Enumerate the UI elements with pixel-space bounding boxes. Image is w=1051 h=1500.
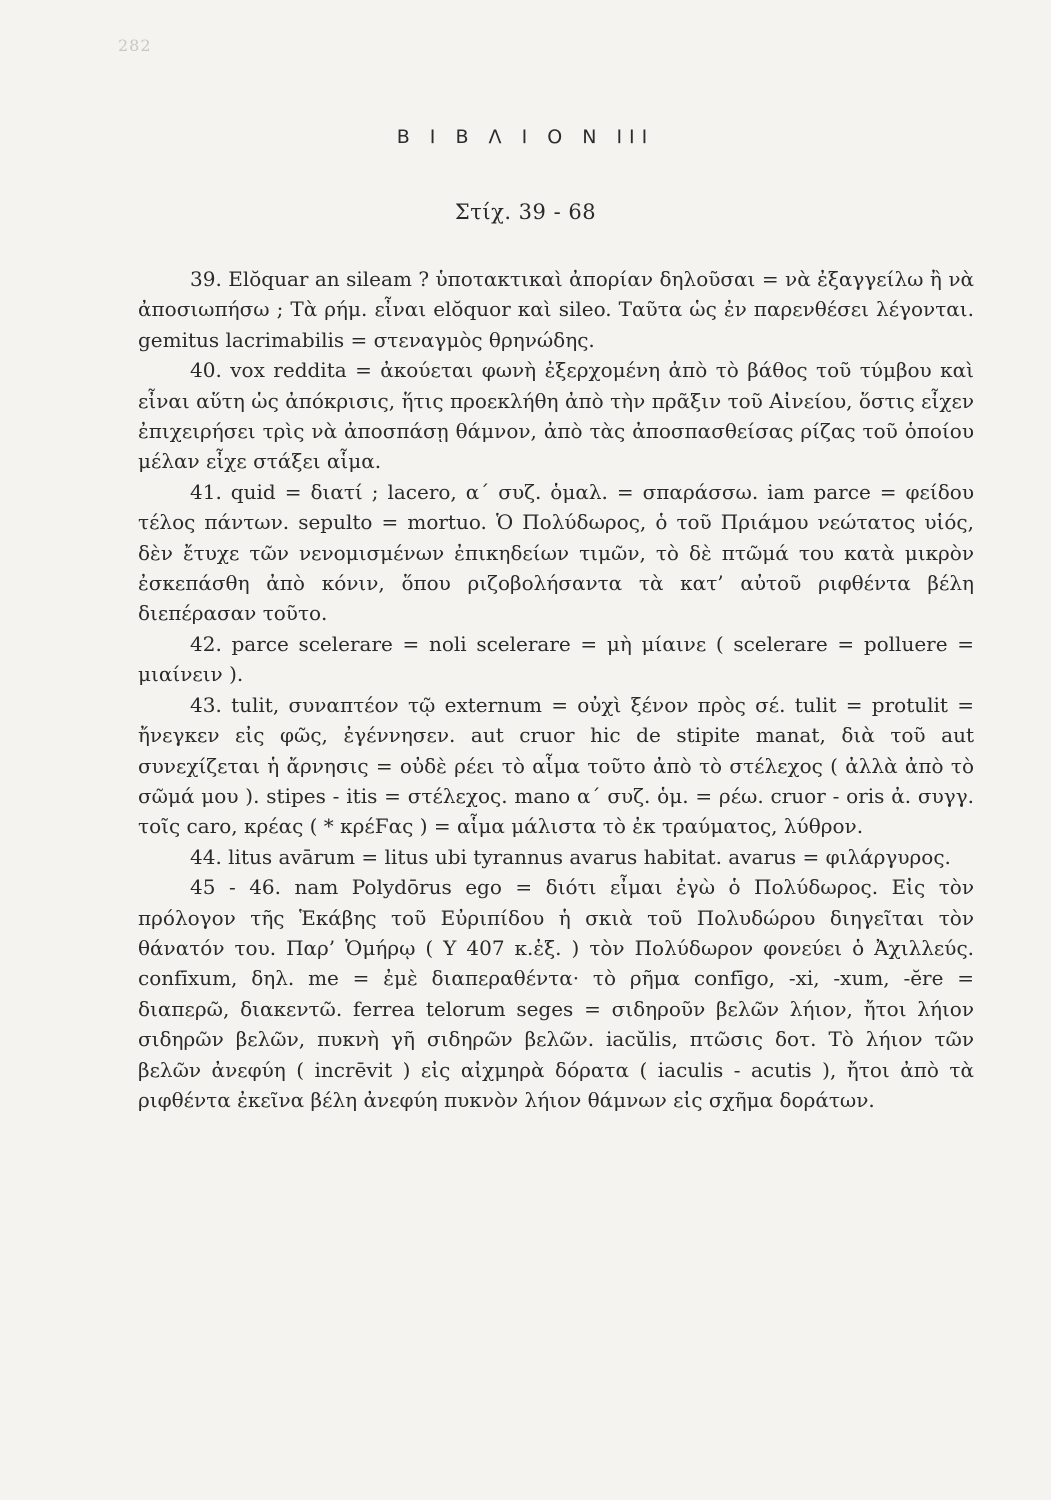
page-number: 282 — [118, 36, 152, 55]
note-40: 40. vox reddita = ἀκούεται φωνὴ ἐξερχομένη ἀπὸ τὸ βάθος τοῦ τύμβου καὶ εἶναι αὕτη ὡς ἀπόκρισις, ἥτις προεκλήθη ἀπὸ τὴν πρᾶξιν τοῦ Αἰνείου, ὅστις εἶχεν ἐπιχειρήσει τρὶς νὰ ἀποσπάσῃ θάμνον, ἀπὸ τὰς ἀποσπασθείσας ρίζας τοῦ ὁποίου μέλαν εἶχε στάξει αἷμα. — [138, 358, 974, 474]
commentary-body — [138, 264, 974, 1115]
note-41: 41. quid = διατί ; lacero, α΄ συζ. ὁμαλ. = σπαράσσω. iam parce = φείδου τέλος πάντων. sepulto = mortuo. Ὁ Πολύδωρος, ὁ τοῦ Πριάμου νεώτατος υἱός, δὲν ἔτυχε τῶν νενομισμένων ἐπικηδείων τιμῶν, τὸ δὲ πτῶμά του κατὰ μικρὸν ἐσκεπάσθη ἀπὸ κόνιν, ὅπου ριζοβολήσαντα τὰ κατ’ αὐτοῦ ριφθέντα βέλη διεπέρασαν τοῦτο. — [138, 479, 974, 626]
note-43: 43. tulit, συναπτέον τῷ externum = οὐχὶ ξένον πρὸς σέ. tulit = protulit = ἤνεγκεν εἰς φῶς, ἐγέννησεν. aut cruor hic de stipite manat, διὰ τοῦ aut συνεχίζεται ἡ ἄρνησις = οὐδὲ ρέει τὸ αἷμα τοῦτο ἀπὸ τὸ στέλεχος ( ἀλλὰ ἀπὸ τὸ σῶμά μου ). stipes - itis = στέλεχος. mano α΄ συζ. ὁμ. = ρέω. cruor - oris ἀ. συγγ. τοῖς caro, κρέας ( * κρέϜας ) = αἷμα μάλιστα τὸ ἐκ τραύματος, λύθρον. — [138, 692, 974, 839]
note-39: 39. Elŏquar an sileam ? ὑποτακτικαὶ ἀπορίαν δηλοῦσαι = νὰ ἐξαγγείλω ἢ νὰ ἀποσιωπήσω ; Τὰ ρήμ. εἶναι elŏquor καὶ sileo. Ταῦτα ὡς ἐν παρενθέσει λέγονται. gemitus lacrimabilis = στεναγμὸς θρηνώδης. — [138, 267, 974, 352]
note-44: 44. litus avārum = litus ubi tyrannus avarus habitat. avarus = φιλάργυρος. — [190, 844, 951, 869]
note-42: 42. parce scelerare = noli scelerare = μὴ μίαινε ( scelerare = polluere = μιαίνειν ). — [138, 631, 974, 687]
note-45-46: 45 - 46. nam Polydōrus ego = διότι εἶμαι ἐγὼ ὁ Πολύδωρος. Εἰς τὸν πρόλογον τῆς Ἑκάβης τοῦ Εὐριπίδου ἡ σκιὰ τοῦ Πολυδώρου διηγεῖται τὸν θάνατόν του. Παρ’ Ὁμήρῳ ( Υ 407 κ.ἑξ. ) τὸν Πολύδωρον φονεύει ὁ Ἀχιλλεύς. confīxum, δηλ. me = ἐμὲ διαπεραθέντα· τὸ ρῆμα confīgo, -xi, -xum, -ĕre = διαπερῶ, διακεντῶ. ferrea telorum seges = σιδηροῦν βελῶν λήιον, ἤτοι λήιον σιδηρῶν βελῶν, πυκνὴ γῆ σιδηρῶν βελῶν. iacŭlis, πτῶσις δοτ. Τὸ λήιον τῶν βελῶν ἀνεφύη ( incrēvit ) εἰς αἰχμηρὰ δόρατα ( iaculis - acutis ), ἤτοι ἀπὸ τὰ ριφθέντα ἐκεῖνα βέλη ἀνεφύη πυκνὸν λήιον θάμνων εἰς σχῆμα δοράτων. — [138, 875, 974, 1112]
running-head: Β Ι Β Λ Ι Ο Ν ΙΙΙ — [396, 126, 655, 148]
verse-range-heading: Στίχ. 39 - 68 — [454, 200, 597, 224]
